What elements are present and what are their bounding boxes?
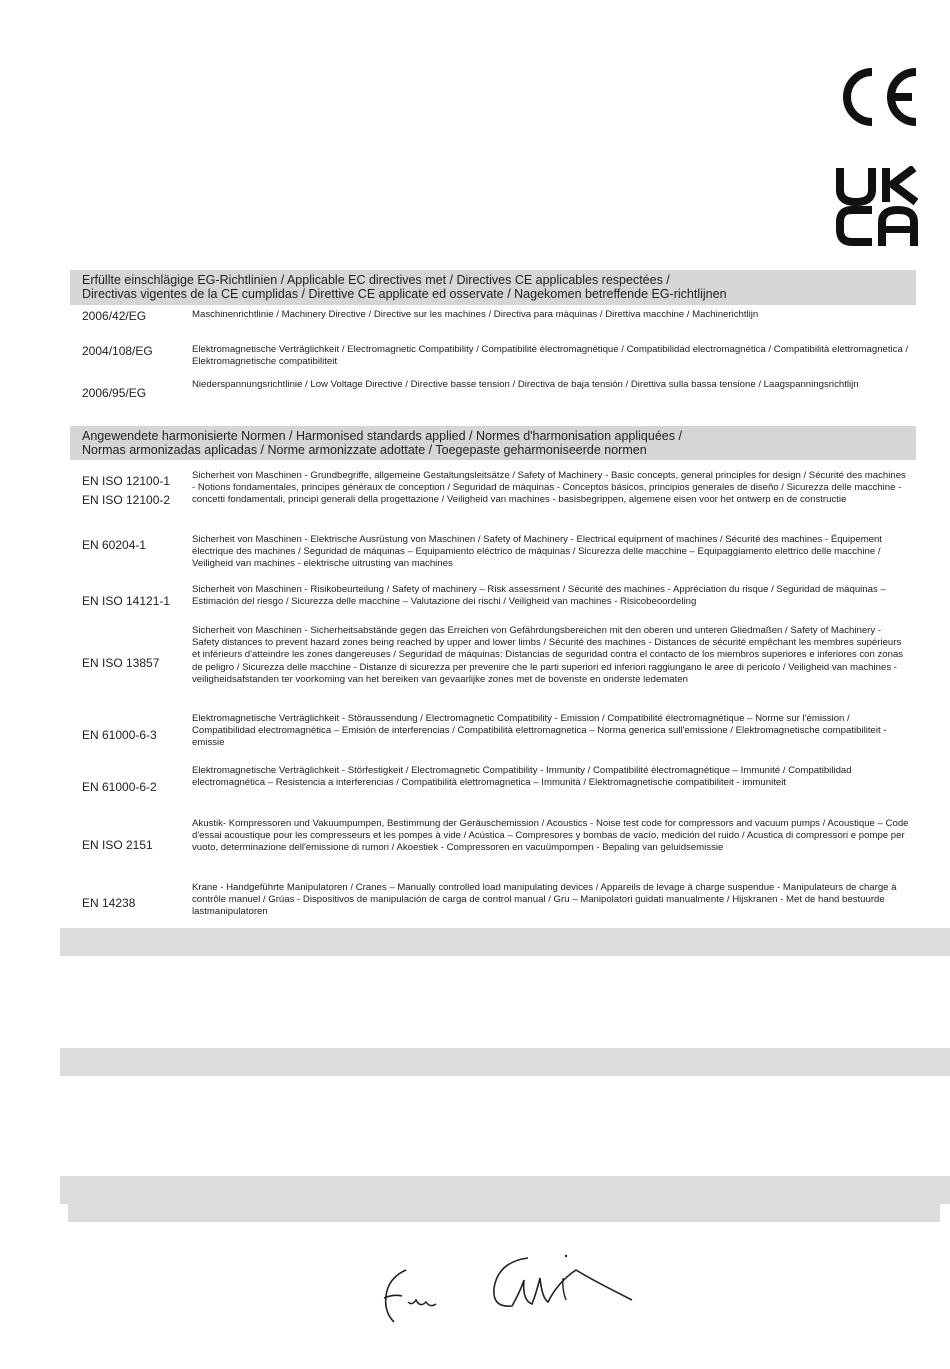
directives-header-line-1: Erfüllte einschlägige EG-Richtlinien / Applicable EC directives met / Directives CE applicables respectées / <box>82 273 670 287</box>
directive-code: 2004/108/EG <box>82 344 153 358</box>
directive-description: Niederspannungsrichtlinie / Low Voltage Directive / Directive basse tension / Directiva de baja tensión / Direttiva sulla bassa tensione / Laagspanningsrichtlijn <box>192 379 859 390</box>
standard-description: Elektromagnetische Verträglichkeit - Störaussendung / Electromagnetic Compatibility - Emission / Compatibilité électromagnétique – Norme sur l'émission / Compatibilidad electromagnética – Emisión de interferencias / Compatibilità elettromagnetica – Norma generica sull'emissione / Elektromagnetische compatibiliteit - emissie <box>192 713 887 749</box>
standard-description: Sicherheit von Maschinen - Grundbegriffe, allgemeine Gestaltungsleitsätze / Safety of Machinery - Basic concepts, general principles for design / Sécurité des machines - Notions fondamentales, principes généraux de conception / Seguridad de máquinas - Conceptos básicos, principios generales de diseño / Sicurezza delle macchine - concetti fondamentali, principi generali della progettazione / Veiligheid van machines - basisbegrippen, algemene eisen voor het ontwerp en de constructie <box>192 470 906 506</box>
standard-code: EN ISO 13857 <box>82 656 160 670</box>
directives-header <box>70 270 916 305</box>
directive-code: 2006/95/EG <box>82 386 147 400</box>
blank-section-band <box>60 1048 950 1076</box>
standard-description: Sicherheit von Maschinen - Elektrische Ausrüstung von Maschinen / Safety of Machinery - Electrical equipment of machines / Sécurité des machines - Équipement électrique des machines / Seguridad de máquinas – Equipamiento eléctrico de máquinas / Sicurezza delle macchine – Equipaggiamento elettrico delle macchine / Veiligheid van machines - elektrische uitrusting van machines <box>192 534 883 570</box>
standard-code: EN 14238 <box>82 896 136 910</box>
standard-code: EN ISO 2151 <box>82 838 153 852</box>
standard-description: Sicherheit von Maschinen - Risikobeurteilung / Safety of machinery – Risk assessment / Sécurité des machines - Appréciation du risque / Seguridad de máquinas – Estimación del riesgo / Sicurezza delle macchine – Valutazione dei rischi / Veiligheid van machines - Risicobeoordeling <box>192 584 886 608</box>
handwritten-signature <box>370 1250 640 1330</box>
standard-description: Elektromagnetische Verträglichkeit - Störfestigkeit / Electromagnetic Compatibility - Immunity / Compatibilité électromagnétique – Immunité / Compatibilidad electromagnética – Resistencia a interferencias / Compatibilità elettromagnetica – Immunità / Elektromagnetische compatibiliteit - immuniteit <box>192 765 852 789</box>
standard-description: Akustik- Kompressoren und Vakuumpumpen, Bestimmung der Geräuschemission / Acoustics - Noise test code for compressors and vacuum pumps / Acoustique – Code d'essai acoustique pour les compresseurs et les pompes à vide / Acústica – Compresores y bombas de vacío, medición del ruido / Acustica di compressori e pompe per vuoto, determinazione dell'emissione di rumori / Akoestiek - Compressoren en vacuümpompen - Bepaling van geluidsemissie <box>192 818 909 854</box>
ukca-mark-logo <box>836 166 920 246</box>
standard-code: EN ISO 14121-1 <box>82 594 171 608</box>
blank-section-band <box>60 1176 950 1204</box>
standard-code: EN ISO 12100-1 <box>82 474 171 488</box>
standard-code: EN 61000-6-2 <box>82 780 157 794</box>
blank-section-band <box>68 1204 940 1222</box>
standard-description: Krane - Handgeführte Manipulatoren / Cranes – Manually controlled load manipulating devices / Appareils de levage à charge suspendue - Manipulateurs de charge à contrôle manuel / Grúas - Dispositivos de manipulación de carga de control manual / Gru – Manipolatori guidati manualmente / Hijskranen - Met de hand bestuurde lastmanipulatoren <box>192 882 897 918</box>
directives-header-line-2: Directivas vigentes de la CE cumplidas / Direttive CE applicate ed osservate / Nagekomen betreffende EG-richtlijnen <box>82 287 727 301</box>
directive-description: Maschinenrichtlinie / Machinery Directive / Directive sur les machines / Directiva para máquinas / Direttiva macchine / Machinerichtlijn <box>192 309 759 320</box>
standards-header-line-1: Angewendete harmonisierte Normen / Harmonised standards applied / Normes d'harmonisation appliquées / <box>82 429 682 443</box>
standard-code-secondary: EN ISO 12100-2 <box>82 493 171 507</box>
standards-header <box>70 426 916 460</box>
directive-description: Elektromagnetische Verträglichkeit / Electromagnetic Compatibility / Compatibilité électromagnétique / Compatibilidad electromagnética / Compatibilità elettromagnetica / Elektromagnetische compatibiliteit <box>192 344 909 368</box>
ce-mark-logo <box>836 66 920 128</box>
standard-code: EN 61000-6-3 <box>82 728 157 742</box>
standards-header-line-2: Normas armonizadas aplicadas / Norme armonizzate adottate / Toegepaste geharmoniseerde normen <box>82 443 647 457</box>
standard-description: Sicherheit von Maschinen - Sicherheitsabstände gegen das Erreichen von Gefährdungsbereichen mit den oberen und unteren Gliedmaßen / Safety of Machinery - Safety distances to prevent hazard zones being reached by upper and lower limbs / Sécurité des machines - Distances de sécurité empêchant les membres supérieurs et inférieurs d'atteindre les zones dangereuses / Seguridad de máquinas: Distancias de seguridad contra el contacto de los miembros superiores e inferiores con zonas de peligro / Sicurezza delle macchine - Distanze di sicurezza per prevenire che le parti superiori ed inferiori raggiungano le aree di pericolo / Veiligheid van machines - veiligheidsafstanden ter voorkoming van het bereiken van gevaarlijke zones met de bovenste en onderste ledematen <box>192 625 904 685</box>
directive-code: 2006/42/EG <box>82 309 147 323</box>
blank-section-band <box>60 928 950 956</box>
standard-code: EN 60204-1 <box>82 538 147 552</box>
